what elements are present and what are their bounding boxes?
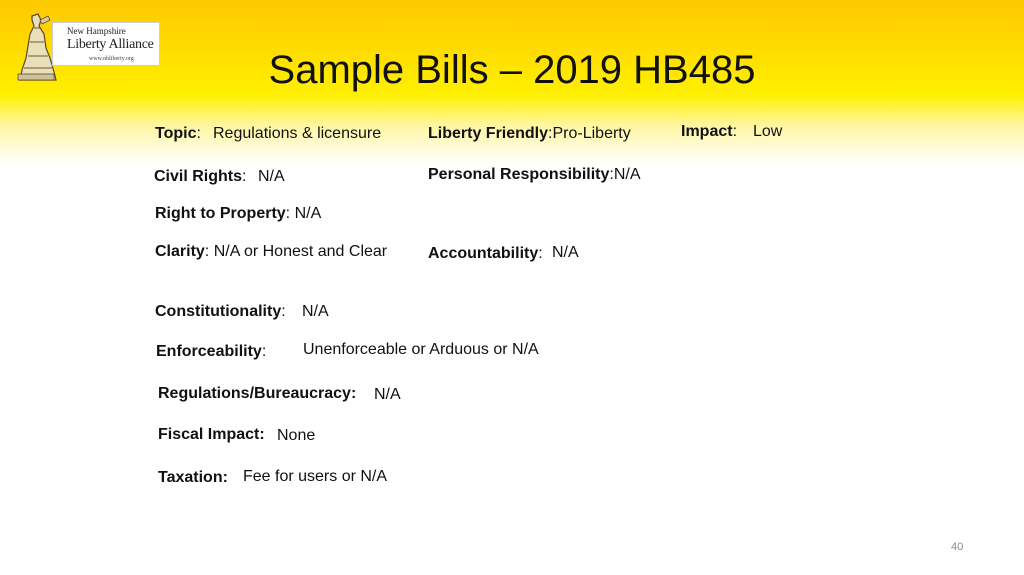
accountability-separator: : <box>538 245 543 262</box>
enforceability-value: Unenforceable or Arduous or N/A <box>303 341 539 358</box>
constitutionality-value: N/A <box>302 303 329 320</box>
personal-responsibility-label: Personal Responsibility <box>428 166 610 183</box>
fiscal-impact-value: None <box>277 427 316 444</box>
topic-row <box>155 124 201 144</box>
civil-rights-label: Civil Rights <box>154 168 243 185</box>
liberty-friendly-label: Liberty Friendly <box>428 125 549 142</box>
impact-row <box>681 122 737 142</box>
clarity-row <box>155 242 387 262</box>
constitutionality-row <box>155 302 286 322</box>
personal-responsibility-row <box>428 165 641 185</box>
right-to-property-value: N/A <box>294 205 322 222</box>
clarity-value: N/A or Honest and Clear <box>213 243 388 260</box>
fiscal-impact-label: Fiscal Impact: <box>158 426 265 443</box>
civil-rights-value: N/A <box>258 168 285 185</box>
civil-rights-separator: : <box>242 168 247 185</box>
logo-website: www.nhliberty.org <box>89 56 134 62</box>
topic-separator: : <box>196 125 201 142</box>
right-to-property-row <box>155 204 321 224</box>
accountability-value: N/A <box>552 244 579 261</box>
enforceability-row <box>156 342 266 362</box>
slide-title: Sample Bills – 2019 HB485 <box>268 48 756 92</box>
enforceability-separator: : <box>261 343 267 360</box>
clarity-label: Clarity <box>155 243 205 260</box>
liberty-friendly-value: Pro-Liberty <box>552 125 631 142</box>
topic-label: Topic <box>155 125 197 142</box>
enforceability-label: Enforceability <box>156 343 262 360</box>
right-to-property-separator: : <box>285 205 291 222</box>
accountability-row <box>428 244 543 264</box>
regulations-bureaucracy-value: N/A <box>374 386 401 403</box>
taxation-value: Fee for users or N/A <box>243 468 388 485</box>
logo-line-1: New Hampshire <box>67 26 126 36</box>
logo-line-2: Liberty Alliance <box>67 37 154 52</box>
regulations-bureaucracy-label: Regulations/Bureaucracy: <box>158 385 357 402</box>
constitutionality-separator: : <box>281 303 286 320</box>
page-number: 40 <box>951 541 964 553</box>
topic-value: Regulations & licensure <box>213 125 382 142</box>
personal-responsibility-separator: : <box>609 166 614 183</box>
liberty-friendly-row <box>428 124 631 144</box>
impact-label: Impact <box>681 123 733 140</box>
clarity-separator: : <box>204 243 210 260</box>
right-to-property-label: Right to Property <box>155 205 286 222</box>
accountability-label: Accountability <box>428 245 539 262</box>
taxation-label: Taxation: <box>158 469 228 486</box>
liberty-friendly-separator: : <box>548 125 553 142</box>
personal-responsibility-value: N/A <box>613 166 641 183</box>
constitutionality-label: Constitutionality <box>155 303 282 320</box>
impact-value: Low <box>753 123 783 140</box>
civil-rights-row <box>154 167 246 187</box>
impact-separator: : <box>732 123 738 140</box>
